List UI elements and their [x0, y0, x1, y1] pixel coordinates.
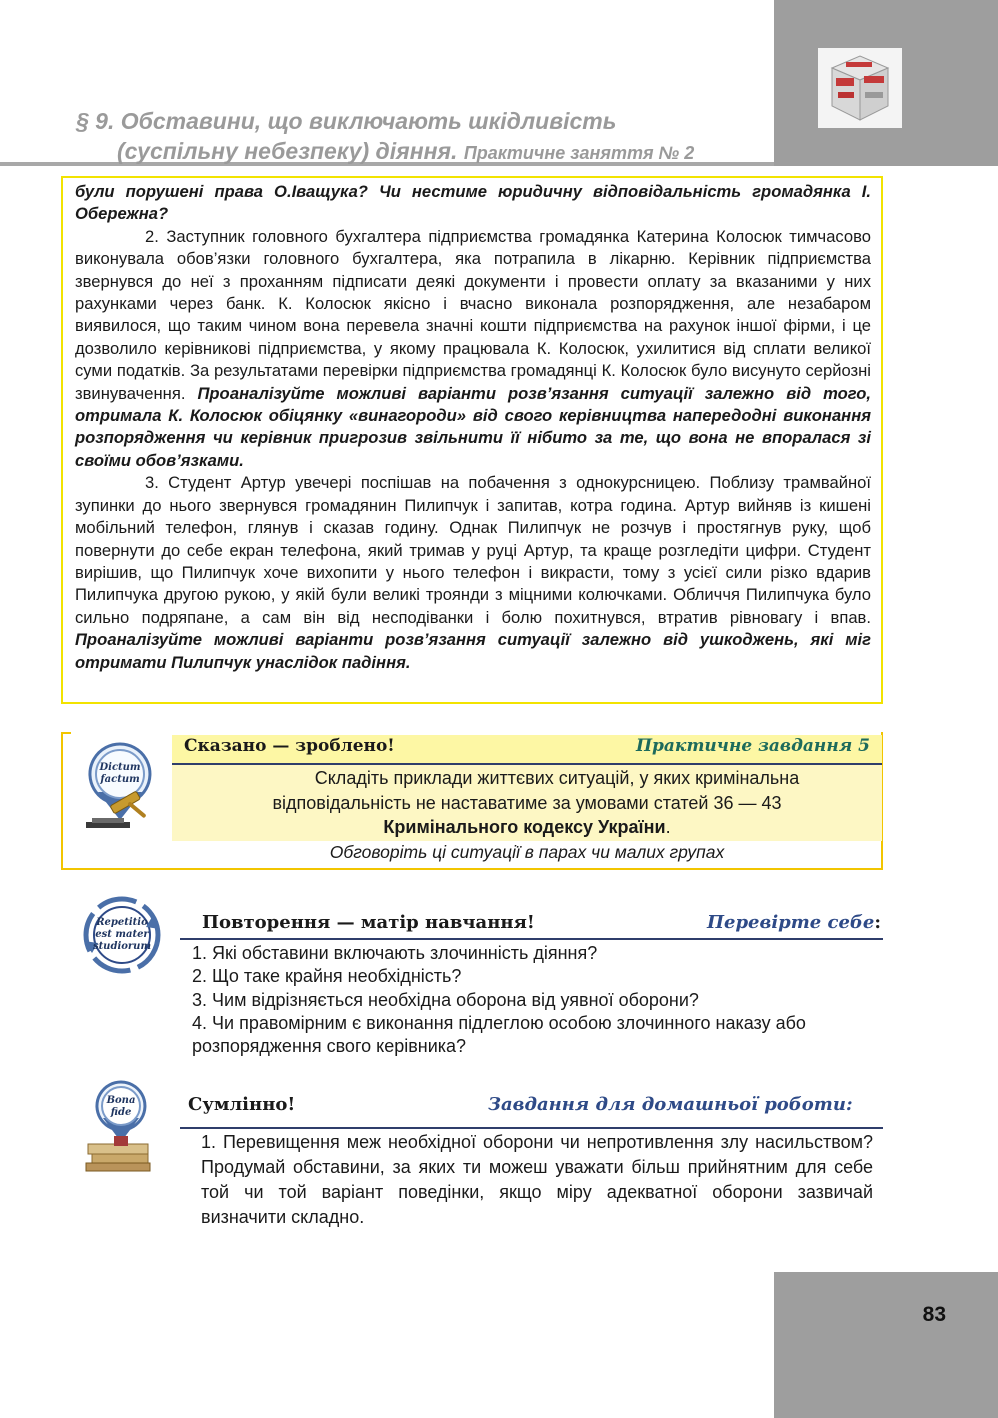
task-header-right: Практичне завдання 5: [635, 736, 870, 756]
task-body-line1: Складіть приклади життєвих ситуацій, у яких кримінальна: [314, 768, 800, 788]
law-cube-image: [818, 48, 902, 128]
task-body-text: [172, 766, 882, 840]
section-title-line1: § 9. Обставини, що виключають шкідливість: [76, 108, 617, 134]
review-question: 1. Які обставини включають злочинність діяння?: [192, 943, 598, 963]
task-header-left: Сказано — зроблено!: [184, 736, 395, 756]
fide-text: fide: [110, 1107, 132, 1118]
repeat-header-rule: [180, 938, 883, 940]
case-2-text: 2. Заступник головного бухгалтера підприємства громадянка Катерина Колосюк тимчасово виконувала обов’язки головного бухгалтера, яка потрапила в лікарню. Керівник підприємства звернувся до неї з проханням підписати деякі документи і провести оплату за вказаними у них рахунками через банк. К. Колосюк якісно і вчасно виконала розпорядження, але незабаром виявилося, що таким чином вона перевела значні кошти підприємства на рахунок іншої фірми, і це дозволило керівникові підприємства, у якому працювала К. Колосюк, ухилитися від сплати великої суми податків. За результатами перевірки підприємства громадянці К. Колосюк було висунуто серйозні звинувачення.: [75, 226, 871, 403]
factum-text: factum: [100, 774, 140, 785]
task-body-end: .: [665, 817, 671, 837]
homework-header-left: Сумлінно!: [188, 1094, 296, 1115]
repetitio-icon: [82, 895, 162, 975]
task-footer: Обговоріть ці ситуації в парах чи малих групах: [329, 842, 725, 862]
homework-header-rule: [180, 1127, 883, 1129]
repeat-header-left: Повторення — матір навчання!: [202, 912, 535, 933]
bona-fide-icon: [84, 1080, 158, 1172]
review-question: 2. Що таке крайня необхідність?: [192, 966, 462, 987]
repetitio-text: Repetitio: [96, 917, 148, 928]
review-question: 4. Чи правомірним є виконання підлеглою особою злочинного наказу або розпорядження свого керівника?: [192, 1012, 806, 1057]
case-2-question: Проаналізуйте можливі варіанти розв’язання ситуації залежно від того, отримала К. Колосюк обіцянку «винагороди» від свого керівництва напередодні виконання розпорядження чи керівник пригрозив звільнити її нібито за те, що вона не впоралася зі своїми обов’язками.: [75, 383, 871, 470]
task-body-line2: відповідальність не наставатиме за умовами статей 36 — 43: [272, 792, 782, 813]
repeat-header-colon: :: [874, 912, 882, 933]
task-body-bold: Кримінального кодексу України: [383, 817, 666, 837]
page-number: 83: [922, 1303, 946, 1326]
section-title-line2: [117, 138, 694, 165]
section-title-cont: (суспільну небезпеку) діяння.: [117, 138, 458, 164]
homework-header-right: Завдання для домашньої роботи:: [488, 1094, 853, 1115]
repeat-header-right-text: Перевірте себе: [707, 912, 875, 933]
dictum-factum-icon: [80, 740, 160, 832]
page-number-block: [774, 1272, 998, 1418]
review-questions-list: [192, 942, 872, 1058]
lesson-subtitle: Практичне заняття № 2: [463, 143, 695, 163]
homework-text: 1. Перевищення меж необхідної оборони чи непротивлення злу насильством? Продумай обставини, за яких ти можеш уважати більш прийнятним для себе той чи той варіант поведінки, якщо міру адекватної оборони зазвичай визначити складно.: [201, 1132, 873, 1227]
review-question: 3. Чим відрізняється необхідна оборона від уявної оборони?: [192, 989, 699, 1010]
est-mater-text: est mater: [95, 929, 149, 940]
case-3-text: 3. Студент Артур увечері поспішав на побачення з однокурсницею. Поблизу трамвайної зупинки до нього звернувся громадянин Пилипчук і запитав, котра година. Артур вийняв із кишені мобільний телефон, глянув і сказав годину. Однак Пилипчук не розчув і простягнув руку, щоб повернути до себе екран телефона, який тримав у руці Артур, та краще розгледіти цифри. Студент вирішив, що Пилипчук хоче вихопити у нього телефон і викрасти, тому з усієї сили різко вдарив Пилипчука другою рукою, у якій були великі троянди з міцними колючками. Обличчя Пилипчука було сильно подряпане, а сам він від несподіванки і болю похитнувся, втратив рівновагу і впав.: [75, 473, 871, 627]
case-text: [75, 181, 871, 674]
repeat-header-right: [707, 912, 881, 933]
bona-text: Bona: [106, 1095, 136, 1106]
studiorum-text: studiorum: [92, 941, 152, 952]
dictum-text: Dictum: [99, 762, 141, 773]
case-1-question: були порушені права О.Іващука? Чи нестиме юридичну відповідальність громадянка І. Обережна?: [75, 182, 871, 224]
case-3-question: Проаналізуйте можливі варіанти розв’язання ситуації залежно від ушкоджень, які міг отримати Пилипчук унаслідок падіння.: [75, 630, 871, 672]
